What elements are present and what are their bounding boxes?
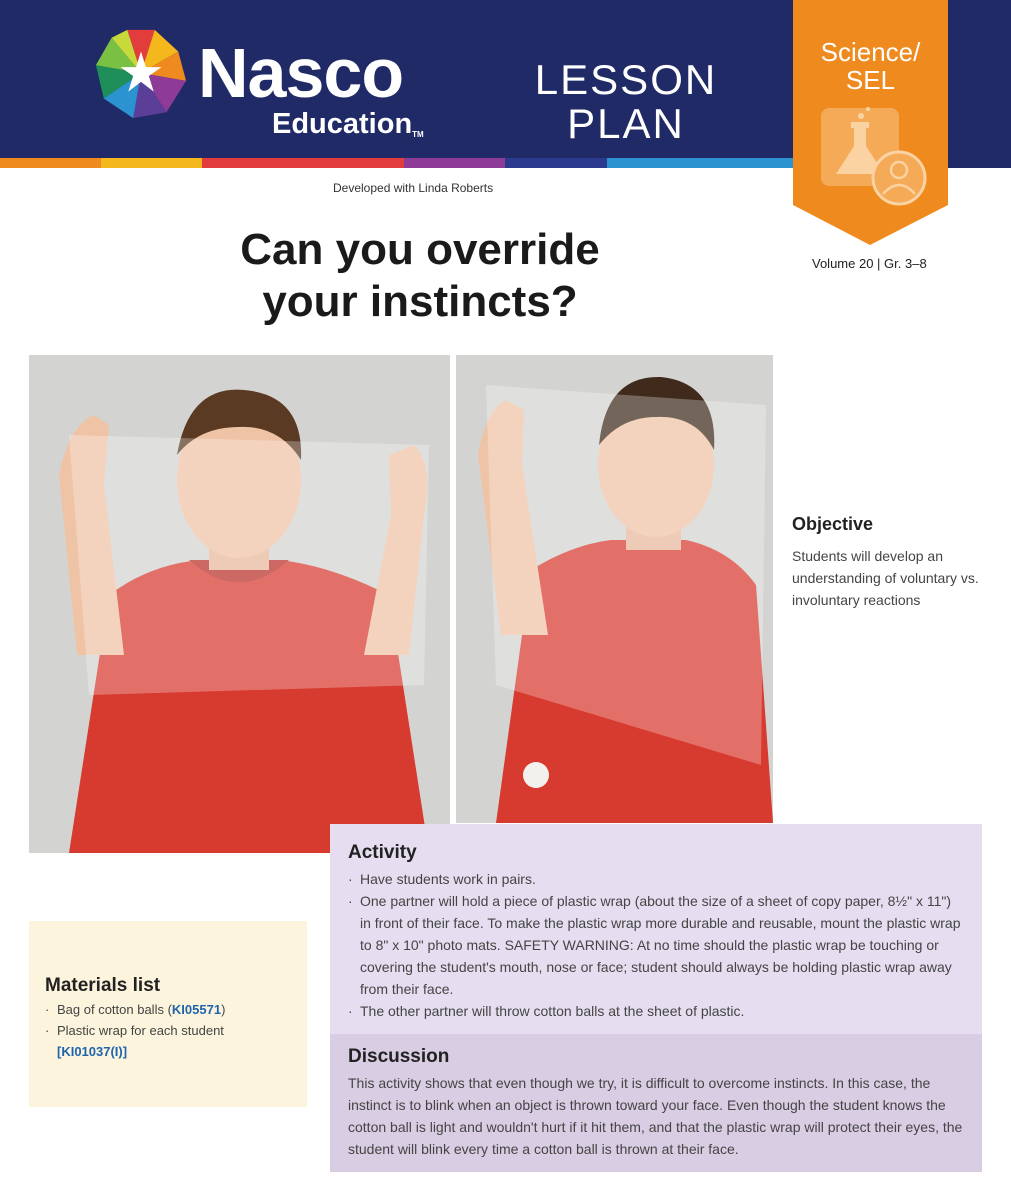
subject-label: Science/ SEL xyxy=(820,37,921,95)
materials-list xyxy=(45,999,293,1062)
volume-grade: Volume 20 | Gr. 3–8 xyxy=(812,256,927,271)
activity-heading: Activity xyxy=(348,842,417,863)
brand-subtitle: EducationTM xyxy=(272,108,424,140)
product-code[interactable]: KI05571 xyxy=(171,1002,222,1017)
credit-line: Developed with Linda Roberts xyxy=(333,181,494,195)
objective-text: Students will develop an understanding of voluntary vs. involuntary reactions xyxy=(792,548,979,608)
page-title: Can you override your instincts? xyxy=(240,225,600,326)
materials-section xyxy=(29,921,307,1107)
photo-boy-blinking xyxy=(456,355,773,823)
discussion-heading: Discussion xyxy=(348,1046,450,1067)
list-item: · Plastic wrap for each student [KI01037(I)] xyxy=(45,1020,293,1062)
activity-section xyxy=(330,824,982,1034)
list-item: · Have students work in pairs. xyxy=(348,868,964,890)
list-item: · The other partner will throw cotton balls at the sheet of plastic. xyxy=(348,1000,964,1022)
trademark-mark: TM xyxy=(412,130,424,139)
discussion-text: This activity shows that even though we try, it is difficult to overcome instincts. In this case, the instinct is to blink when an object is thrown toward your face. Even though the student knows the cotton ball is light and wouldn't hurt if it hit them, and that the plastic wrap will protect their eyes, the student will blink every time a cotton ball is thrown at their face. xyxy=(348,1075,963,1157)
nasco-logo-icon xyxy=(92,24,190,122)
materials-heading: Materials list xyxy=(45,975,161,996)
list-item: · Bag of cotton balls (KI05571) xyxy=(45,999,293,1020)
activity-list xyxy=(348,868,964,1022)
photo-boy-holding-wrap xyxy=(29,355,450,853)
brand-name: Nasco xyxy=(198,34,404,112)
discussion-section xyxy=(330,1034,982,1172)
list-item: · One partner will hold a piece of plastic wrap (about the size of a sheet of copy paper, 8½" x 11") in front of their face. To make the plastic wrap more durable and reusable, mount the plastic wrap to 8" x 10" photo mats. SAFETY WARNING: At no time should the plastic wrap be touching or covering the student's mouth, nose or face; student should always be holding plastic wrap away from their face. xyxy=(348,890,964,1000)
objective-heading: Objective xyxy=(792,514,874,534)
lesson-plan-label: LESSON PLAN xyxy=(534,56,718,147)
product-code[interactable]: [KI01037(I)] xyxy=(57,1044,128,1059)
